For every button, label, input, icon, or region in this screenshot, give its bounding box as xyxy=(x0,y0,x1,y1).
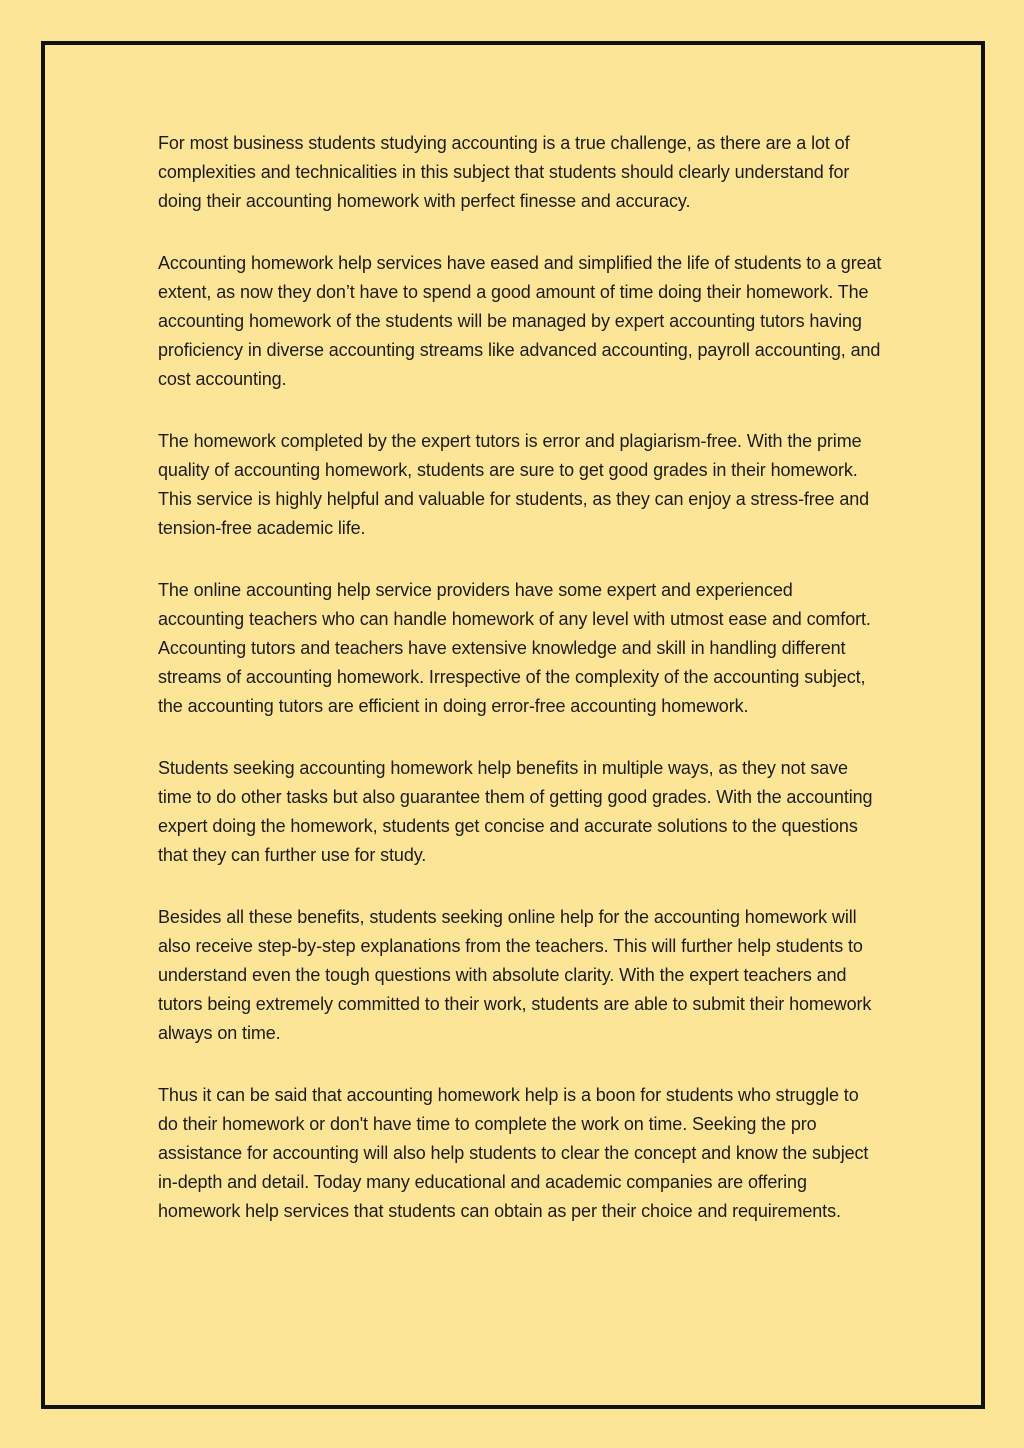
document-body xyxy=(158,129,883,1259)
paragraph-2: Accounting homework help services have eased and simplified the life of students to a great extent, as now they don’t have to spend a good amount of time doing their homework. The accounting homework of the students will be managed by expert accounting tutors having proficiency in diverse accounting streams like advanced accounting, payroll accounting, and cost accounting. xyxy=(158,253,882,389)
paragraph-1: For most business students studying accounting is a true challenge, as there are a lot of complexities and technicalities in this subject that students should clearly understand for doing their accounting homework with perfect finesse and accuracy. xyxy=(158,133,850,211)
paragraph-3: The homework completed by the expert tutors is error and plagiarism-free. With the prime quality of accounting homework, students are sure to get good grades in their homework. This service is highly helpful and valuable for students, as they can enjoy a stress-free and tension-free academic life. xyxy=(158,431,870,538)
paragraph-4: The online accounting help service providers have some expert and experienced accounting teachers who can handle homework of any level with utmost ease and comfort. Accounting tutors and teachers have extensive knowledge and skill in handling different streams of accounting homework. Irrespective of the complexity of the accounting subject, the accounting tutors are efficient in doing error-free accounting homework. xyxy=(158,580,871,716)
paragraph-6: Besides all these benefits, students seeking online help for the accounting homework will also receive step-by-step explanations from the teachers. This will further help students to understand even the tough questions with absolute clarity. With the expert teachers and tutors being extremely committed to their work, students are able to submit their homework always on time. xyxy=(158,907,872,1043)
paragraph-5: Students seeking accounting homework help benefits in multiple ways, as they not save time to do other tasks but also guarantee them of getting good grades. With the accounting expert doing the homework, students get concise and accurate solutions to the questions that they can further use for study. xyxy=(158,758,873,865)
paragraph-7: Thus it can be said that accounting homework help is a boon for students who struggle to do their homework or don't have time to complete the work on time. Seeking the pro assistance for accounting will also help students to clear the concept and know the subject in-depth and detail. Today many educational and academic companies are offering homework help services that students can obtain as per their choice and requirements. xyxy=(158,1085,869,1221)
page-frame xyxy=(41,41,985,1409)
